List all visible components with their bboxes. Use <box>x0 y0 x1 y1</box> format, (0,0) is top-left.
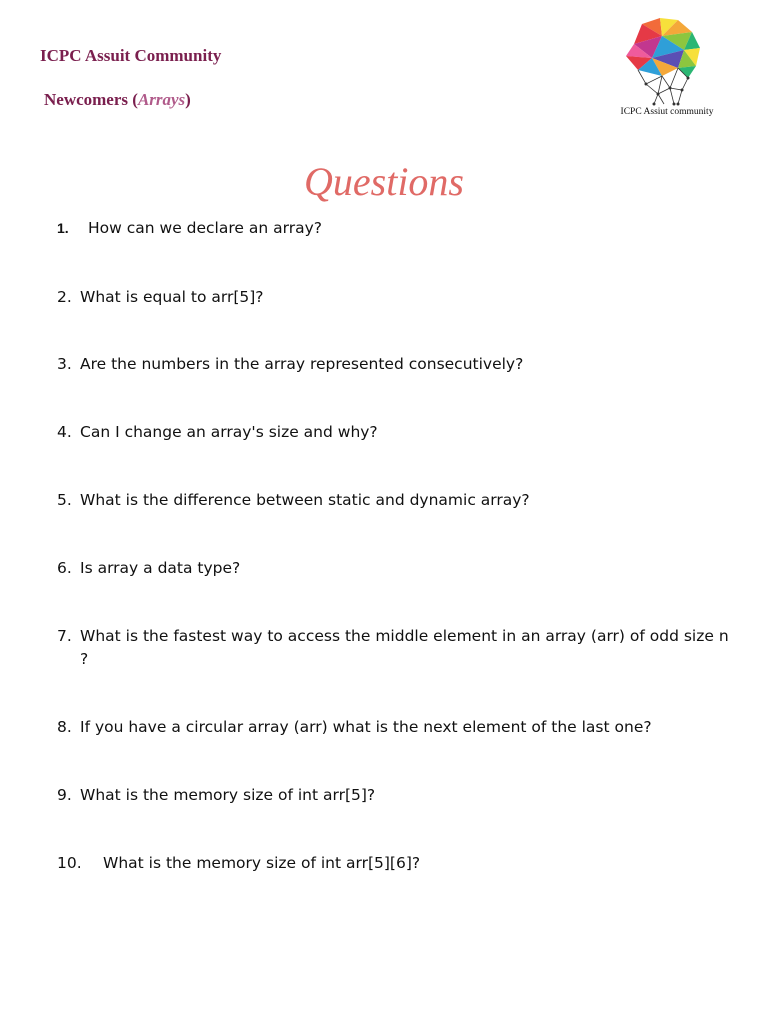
question-number: 10. <box>57 854 82 872</box>
question-text: What is the fastest way to access the middle element in an array (arr) of odd size n ? <box>80 627 729 668</box>
question-item-7 <box>57 625 737 671</box>
question-item-1 <box>57 217 737 240</box>
question-number: 1. <box>57 220 69 236</box>
question-item-2 <box>57 286 737 309</box>
question-number: 3. <box>57 355 72 373</box>
subtitle <box>44 90 191 110</box>
question-item-4 <box>57 421 737 444</box>
subtitle-topic: Arrays <box>137 90 186 109</box>
brain-polygon-logo-icon <box>612 14 722 106</box>
question-text: Can I change an array's size and why? <box>80 423 378 441</box>
question-text: What is the memory size of int arr[5][6]? <box>103 854 421 872</box>
questions-title: Questions <box>304 159 464 204</box>
question-number: 6. <box>57 559 72 577</box>
logo-caption: ICPC Assiut community <box>620 107 714 117</box>
question-text: What is the difference between static and dynamic array? <box>80 491 530 509</box>
question-item-10 <box>57 852 737 875</box>
question-item-9 <box>57 784 737 807</box>
question-text: What is the memory size of int arr[5]? <box>80 786 376 804</box>
question-text: Is array a data type? <box>80 559 241 577</box>
question-number: 7. <box>57 627 72 645</box>
question-item-3 <box>57 353 737 376</box>
question-text: What is equal to arr[5]? <box>80 288 264 306</box>
question-number: 5. <box>57 491 72 509</box>
question-text: Are the numbers in the array represented consecutively? <box>80 355 524 373</box>
org-name: ICPC Assuit Community <box>40 46 222 65</box>
question-item-8 <box>57 716 737 739</box>
community-logo <box>612 14 722 124</box>
question-number: 4. <box>57 423 72 441</box>
subtitle-suffix: ) <box>185 90 191 109</box>
question-text: If you have a circular array (arr) what is the next element of the last one? <box>80 718 652 736</box>
question-number: 8. <box>57 718 72 736</box>
question-number: 2. <box>57 288 72 306</box>
question-item-6 <box>57 557 737 580</box>
question-item-5 <box>57 489 737 512</box>
question-number: 9. <box>57 786 72 804</box>
question-text: How can we declare an array? <box>88 219 322 237</box>
subtitle-prefix: Newcomers ( <box>44 90 138 109</box>
